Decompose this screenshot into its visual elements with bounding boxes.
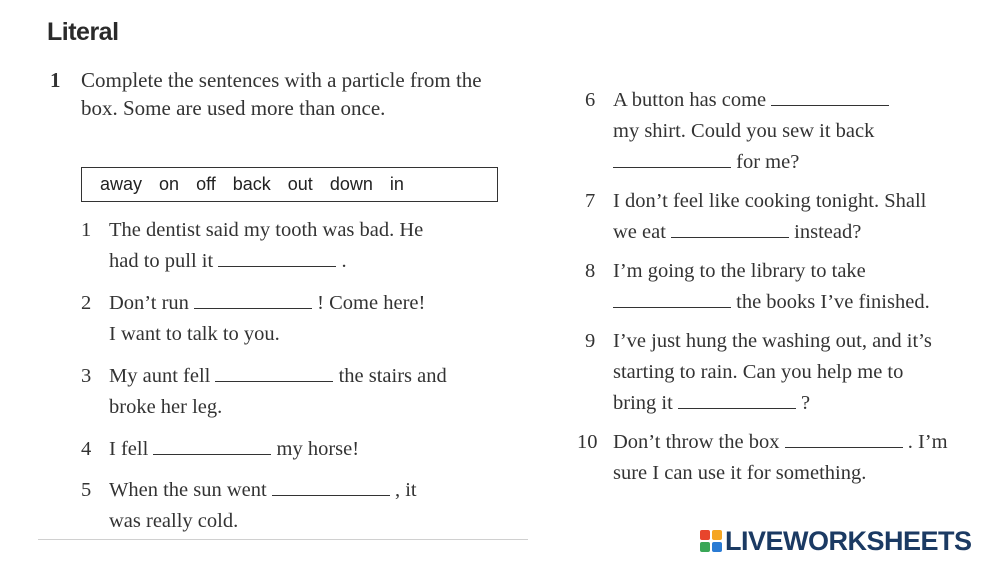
- particle-word-box: [81, 167, 498, 202]
- item-text: .: [336, 250, 347, 272]
- word-box-item: in: [389, 174, 404, 194]
- exercise-instruction: Complete the sentences with a particle from the box. Some are used more than once.: [81, 68, 482, 120]
- item-text: . I’m: [902, 431, 948, 453]
- answer-blank[interactable]: [678, 389, 796, 409]
- item-line: [109, 434, 359, 465]
- item-line: [613, 256, 866, 287]
- item-text: starting to rain. Can you help me to: [613, 361, 904, 383]
- item-text: When the sun went: [109, 479, 272, 501]
- logo-square: [700, 530, 710, 540]
- answer-blank[interactable]: [272, 476, 390, 496]
- item-text: my shirt. Could you sew it back: [613, 120, 875, 142]
- logo-mark-icon: [700, 530, 722, 552]
- item-text: I don’t feel like cooking tonight. Shall: [613, 190, 927, 212]
- item-text: A button has come: [613, 89, 772, 111]
- item-number: 4: [81, 438, 92, 460]
- item-line: [613, 217, 861, 248]
- word-box-item: out: [287, 174, 313, 194]
- logo-square: [712, 542, 722, 552]
- item-text: I want to talk to you.: [109, 323, 280, 345]
- logo-square: [712, 530, 722, 540]
- logo-text: LIVEWORKSHEETS: [725, 525, 972, 556]
- answer-blank[interactable]: [771, 86, 889, 106]
- word-box-item: off: [196, 174, 216, 194]
- item-text: the books I’ve finished.: [731, 291, 930, 313]
- item-number: 8: [585, 260, 596, 282]
- item-text: ! Come here!: [312, 292, 426, 314]
- word-box-item: on: [159, 174, 180, 194]
- answer-blank[interactable]: [613, 288, 731, 308]
- item-line: [109, 506, 238, 537]
- item-number: 3: [81, 365, 92, 387]
- word-box-item: away: [100, 174, 143, 194]
- exercise-number: 1: [50, 68, 61, 92]
- item-line: [109, 392, 222, 423]
- item-text: Don’t run: [109, 292, 195, 314]
- item-text: we eat: [613, 221, 672, 243]
- item-line: [613, 458, 866, 489]
- item-line: [613, 186, 926, 217]
- item-number: 2: [81, 292, 92, 314]
- item-text: the stairs and: [333, 365, 447, 387]
- item-number: 7: [585, 190, 596, 212]
- item-line: [613, 287, 930, 318]
- item-number: 5: [81, 479, 92, 501]
- item-number: 10: [577, 431, 598, 453]
- item-text: Don’t throw the box: [613, 431, 785, 453]
- item-line: [613, 116, 874, 147]
- item-line: [613, 147, 799, 178]
- item-text: for me?: [731, 151, 800, 173]
- item-line: [109, 361, 447, 392]
- item-line: [613, 388, 810, 419]
- answer-blank[interactable]: [218, 247, 336, 267]
- liveworksheets-logo: [700, 526, 972, 556]
- item-text: bring it: [613, 392, 678, 414]
- item-text: had to pull it: [109, 250, 219, 272]
- item-number: 6: [585, 89, 596, 111]
- item-line: [109, 319, 280, 350]
- item-text: sure I can use it for something.: [613, 462, 867, 484]
- answer-blank[interactable]: [194, 289, 312, 309]
- logo-square: [700, 542, 710, 552]
- answer-blank[interactable]: [613, 148, 731, 168]
- item-line: [109, 246, 347, 277]
- item-text: instead?: [789, 221, 862, 243]
- item-text: ?: [795, 392, 811, 414]
- answer-blank[interactable]: [671, 218, 789, 238]
- item-line: [613, 326, 932, 357]
- item-text: I’m going to the library to take: [613, 260, 866, 282]
- answer-blank[interactable]: [785, 428, 903, 448]
- item-text: I fell: [109, 438, 154, 460]
- item-number: 9: [585, 330, 596, 352]
- item-line: [613, 427, 948, 458]
- word-box-item: down: [329, 174, 373, 194]
- item-line: [109, 288, 425, 319]
- item-line: [613, 85, 889, 116]
- item-number: 1: [81, 219, 92, 241]
- item-text: My aunt fell: [109, 365, 216, 387]
- item-text: The dentist said my tooth was bad. He: [109, 219, 424, 241]
- item-line: [613, 357, 903, 388]
- answer-blank[interactable]: [215, 362, 333, 382]
- item-line: [109, 475, 417, 506]
- item-text: , it: [389, 479, 417, 501]
- item-text: was really cold.: [109, 510, 239, 532]
- item-text: my horse!: [271, 438, 360, 460]
- item-line: [109, 215, 423, 246]
- word-box-item: back: [232, 174, 271, 194]
- item-text: I’ve just hung the washing out, and it’s: [613, 330, 932, 352]
- item-text: broke her leg.: [109, 396, 223, 418]
- section-heading: Literal: [47, 18, 119, 46]
- answer-blank[interactable]: [153, 435, 271, 455]
- footer-divider: [38, 539, 528, 540]
